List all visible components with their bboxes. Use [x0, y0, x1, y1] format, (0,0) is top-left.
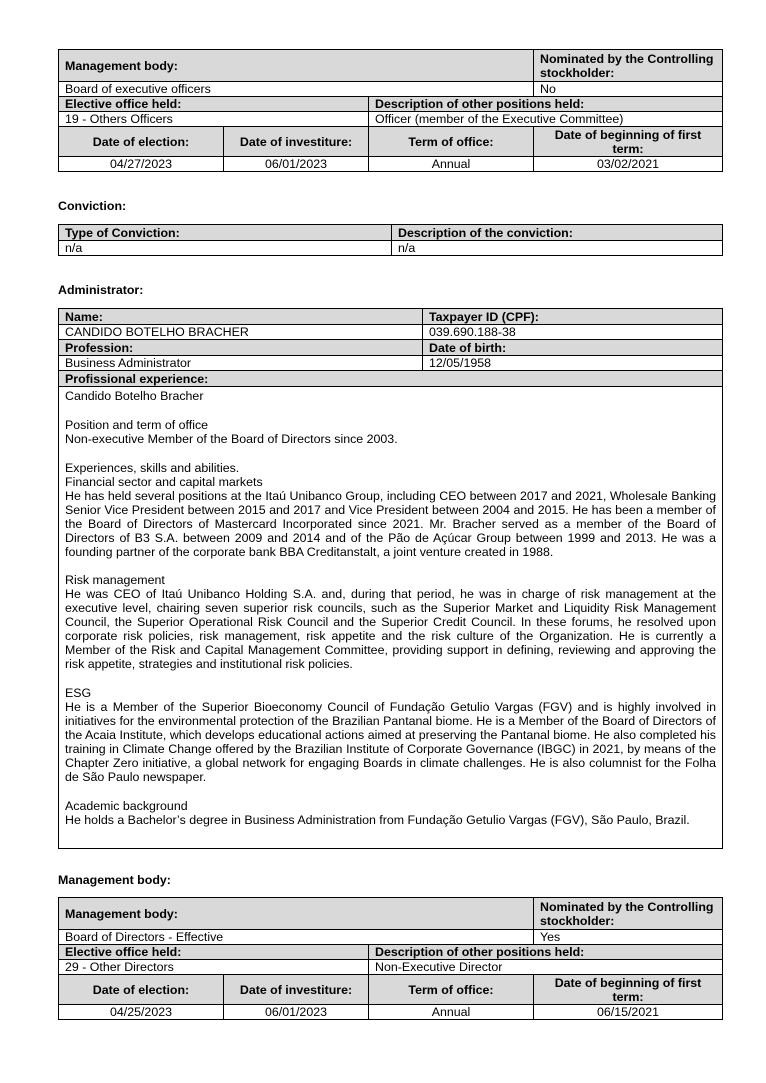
header-first-term: Date of beginning of first term:: [534, 127, 723, 157]
management-body-value: Board of executive officers: [59, 82, 534, 97]
date-election-value: 04/27/2023: [59, 157, 224, 172]
management-body-section-title: Management body:: [58, 873, 171, 887]
header-nominated: Nominated by the Controlling stockholder:: [534, 50, 723, 82]
header-date-election: Date of election:: [59, 127, 224, 157]
conviction-description-value: n/a: [392, 241, 723, 256]
first-term-value: 03/02/2021: [534, 157, 723, 172]
profession-value: Business Administrator: [59, 356, 423, 371]
header-elective-office: Elective office held:: [59, 945, 369, 960]
header-professional-experience: Profissional experience:: [59, 371, 723, 387]
management-body-table-1: [58, 49, 723, 172]
administrator-table: [58, 308, 723, 849]
name-value: CANDIDO BOTELHO BRACHER: [59, 325, 423, 340]
management-body-table-2: [58, 897, 723, 1020]
header-management-body: Management body:: [59, 898, 534, 930]
header-conviction-description: Description of the conviction:: [392, 225, 723, 241]
experience-line: Academic background: [65, 798, 188, 813]
term-office-value: Annual: [369, 157, 534, 172]
experience-paragraph: He holds a Bachelor’s degree in Business Administration from Fundação Getulio Vargas (FGV), São Paulo, Brazil.: [65, 812, 690, 827]
administrator-section-title: Administrator:: [58, 283, 144, 297]
header-date-investiture: Date of investiture:: [224, 975, 369, 1005]
date-election-value: 04/25/2023: [59, 1005, 224, 1020]
experience-line: ESG: [65, 686, 92, 701]
header-nominated: Nominated by the Controlling stockholder:: [534, 898, 723, 930]
nominated-value: No: [534, 82, 723, 97]
header-date-investiture: Date of investiture:: [224, 127, 369, 157]
header-term-office: Term of office:: [369, 975, 534, 1005]
first-term-value: 06/15/2021: [534, 1005, 723, 1020]
experience-line: Experiences, skills and abilities.: [65, 460, 240, 475]
header-other-positions: Description of other positions held:: [369, 945, 723, 960]
conviction-section-title: Conviction:: [58, 199, 127, 213]
experience-line: Position and term of office: [65, 417, 209, 432]
header-elective-office: Elective office held:: [59, 97, 369, 112]
header-date-birth: Date of birth:: [423, 340, 723, 356]
other-positions-value: Non-Executive Director: [369, 960, 723, 975]
professional-experience-text: [59, 387, 723, 849]
experience-paragraph: He has held several positions at the Itaú Unibanco Group, including CEO between 2017 and 2021, Wholesale Banking Senior Vice President between 2015 and 2017 and Vice President between 2004 and 2015. He has been a member of the Board of Directors of Mastercard Incorporated since 2021. Mr. Bracher served as a member of the Board of Directors of B3 S.A. between 2009 and 2014 and of the Pão de Açúcar Group between 1999 and 2013. He was a founding partner of the corporate bank BBA Creditanstalt, a joint venture created in 1988.: [65, 488, 716, 559]
date-birth-value: 12/05/1958: [423, 356, 723, 371]
header-other-positions: Description of other positions held:: [369, 97, 723, 112]
header-name: Name:: [59, 309, 423, 325]
header-date-election: Date of election:: [59, 975, 224, 1005]
header-taxpayer-id: Taxpayer ID (CPF):: [423, 309, 723, 325]
date-investiture-value: 06/01/2023: [224, 157, 369, 172]
nominated-value: Yes: [534, 930, 723, 945]
elective-office-value: 19 - Others Officers: [59, 112, 369, 127]
header-term-office: Term of office:: [369, 127, 534, 157]
experience-paragraph: He was CEO of Itaú Unibanco Holding S.A. and, during that period, he was in charge of risk management at the executive level, chairing seven superior risk councils, such as the Superior Market and Liquidity Risk Management Council, the Superior Operational Risk Council and the Superior Credit Council. In these forums, he resolved upon corporate risk policies, risk management, risk appetite and the risk culture of the Organization. He is currently a Member of the Risk and Capital Management Committee, providing support in defining, reviewing and approving the risk appetite, strategies and institutional risk policies.: [65, 587, 716, 672]
header-first-term: Date of beginning of first term:: [534, 975, 723, 1005]
experience-line: Risk management: [65, 573, 165, 588]
other-positions-value: Officer (member of the Executive Committee): [369, 112, 723, 127]
experience-line: Financial sector and capital markets: [65, 474, 263, 489]
term-office-value: Annual: [369, 1005, 534, 1020]
header-profession: Profession:: [59, 340, 423, 356]
taxpayer-id-value: 039.690.188-38: [423, 325, 723, 340]
experience-line: Candido Botelho Bracher: [65, 389, 204, 403]
date-investiture-value: 06/01/2023: [224, 1005, 369, 1020]
experience-paragraph: He is a Member of the Superior Bioeconomy Council of Fundação Getulio Vargas (FGV) and is highly involved in initiatives for the environmental protection of the Brazilian Pantanal biome. He is a Member of the Board of Directors of the Acaia Institute, which develops educational actions aimed at preserving the Pantanal biome. He also completed his training in Climate Change offered by the Brazilian Institute of Corporate Governance (IBGC) in 2021, by means of the Chapter Zero initiative, a global network for engaging Boards in climate challenges. He is also columnist for the Folha de São Paulo newspaper.: [65, 700, 716, 785]
elective-office-value: 29 - Other Directors: [59, 960, 369, 975]
header-conviction-type: Type of Conviction:: [59, 225, 392, 241]
experience-line: Non-executive Member of the Board of Directors since 2003.: [65, 431, 398, 446]
management-body-value: Board of Directors - Effective: [59, 930, 534, 945]
conviction-type-value: n/a: [59, 241, 392, 256]
header-management-body: Management body:: [59, 50, 534, 82]
conviction-table: [58, 224, 723, 256]
